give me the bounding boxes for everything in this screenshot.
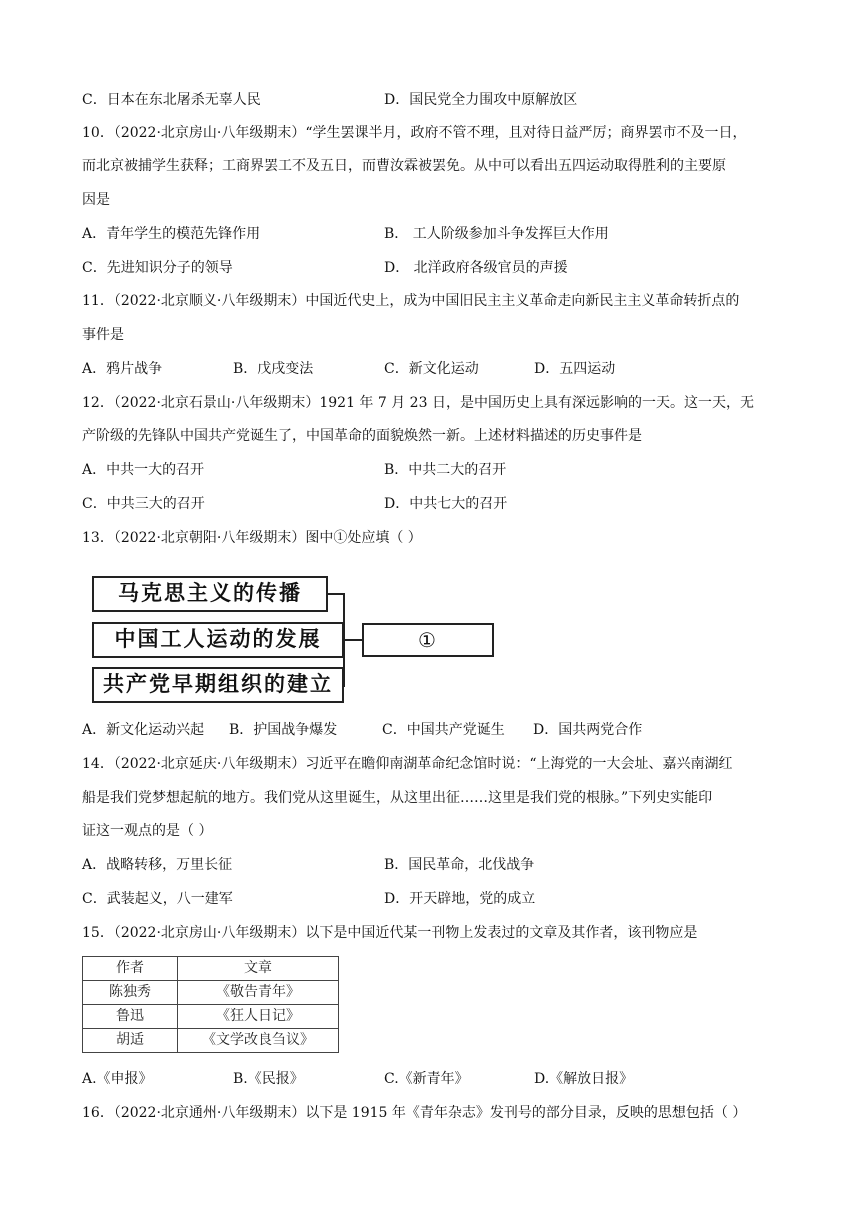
- table-row: [83, 1029, 339, 1053]
- q14-option-c[interactable]: C．武装起义，八一建军: [82, 891, 233, 907]
- q12-option-d[interactable]: D．中共七大的召开: [384, 496, 508, 512]
- table-row: [83, 1005, 339, 1029]
- q12-option-c[interactable]: C．中共三大的召开: [82, 496, 205, 512]
- q14-stem-line3: 证这一观点的是（ ）: [82, 823, 213, 839]
- q13-option-b[interactable]: B．护国战争爆发: [229, 722, 338, 738]
- q10-stem-line1: 10．（2022·北京房山·八年级期末）“学生罢课半月，政府不管不理，且对待日益严厉；商界罢市不及一日，: [82, 125, 747, 141]
- table-row: [83, 981, 339, 1005]
- q10-option-c[interactable]: C．先进知识分子的领导: [82, 260, 233, 276]
- q10-stem-line3: 因是: [82, 192, 110, 208]
- q11-option-b[interactable]: B．戊戌变法: [233, 361, 314, 377]
- q11-option-d[interactable]: D．五四运动: [534, 361, 616, 377]
- table-header-row: [83, 957, 339, 981]
- q14-stem-line2: 船是我们党梦想起航的地方。我们党从这里诞生，从这里出征……这里是我们党的根脉。”下列史实能印: [82, 790, 713, 806]
- table-cell-article: 《文学改良刍议》: [178, 1029, 339, 1053]
- q10-stem-line2: 而北京被捕学生获释；工商界罢工不及五日，而曹汝霖被罢免。从中可以看出五四运动取得胜利的主要原: [82, 158, 726, 174]
- q15-option-b[interactable]: B.《民报》: [233, 1071, 304, 1087]
- q14-option-a[interactable]: A．战略转移，万里长征: [82, 857, 233, 873]
- q12-option-b[interactable]: B．中共二大的召开: [384, 462, 507, 478]
- q10-option-d[interactable]: D． 北洋政府各级官员的声援: [384, 260, 568, 276]
- diagram-connector-middle: [344, 639, 362, 641]
- diagram-box-answer: ①: [362, 623, 494, 657]
- table-header-article: 文章: [178, 957, 339, 981]
- q15-stem-line1: 15．（2022·北京房山·八年级期末）以下是中国近代某一刊物上发表过的文章及其作者，该刊物应是: [82, 925, 698, 941]
- q10-option-a[interactable]: A．青年学生的模范先锋作用: [82, 226, 261, 242]
- diagram-connector-top: [328, 593, 344, 595]
- diagram-box-marxism: 马克思主义的传播: [92, 576, 328, 612]
- q12-stem-line1: 12．（2022·北京石景山·八年级期末）1921 年 7 月 23 日，是中国历史上具有深远影响的一天。这一天，无: [82, 395, 754, 411]
- q14-option-d[interactable]: D．开天辟地，党的成立: [384, 891, 536, 907]
- q13-option-c[interactable]: C．中国共产党诞生: [382, 722, 505, 738]
- q14-stem-line1: 14．（2022·北京延庆·八年级期末）习近平在瞻仰南湖革命纪念馆时说：“上海党的一大会址、嘉兴南湖红: [82, 756, 733, 772]
- q11-option-c[interactable]: C．新文化运动: [384, 361, 479, 377]
- q11-stem-line2: 事件是: [82, 327, 124, 343]
- q11-option-a[interactable]: A．鸦片战争: [82, 361, 163, 377]
- q15-option-c[interactable]: C.《新青年》: [384, 1071, 469, 1087]
- table-cell-author: 胡适: [83, 1029, 178, 1053]
- q15-articles-table: [82, 956, 339, 1053]
- q12-stem-line2: 产阶级的先锋队中国共产党诞生了，中国革命的面貌焕然一新。上述材料描述的历史事件是: [82, 428, 642, 444]
- q10-option-b[interactable]: B． 工人阶级参加斗争发挥巨大作用: [384, 226, 609, 242]
- q13-stem-line1: 13．（2022·北京朝阳·八年级期末）图中①处应填（ ）: [82, 530, 422, 546]
- q15-option-d[interactable]: D.《解放日报》: [534, 1071, 634, 1087]
- q13-option-d[interactable]: D．国共两党合作: [533, 722, 643, 738]
- q14-option-b[interactable]: B．国民革命，北伐战争: [384, 857, 535, 873]
- diagram-box-early-party: 共产党早期组织的建立: [92, 667, 344, 703]
- q9-option-d[interactable]: D．国民党全力围攻中原解放区: [384, 92, 578, 108]
- q11-stem-line1: 11．（2022·北京顺义·八年级期末）中国近代史上，成为中国旧民主主义革命走向新民主主义革命转折点的: [82, 293, 740, 309]
- table-cell-author: 陈独秀: [83, 981, 178, 1005]
- q16-stem-line1: 16．（2022·北京通州·八年级期末）以下是 1915 年《青年杂志》发刊号的部分目录，反映的思想包括（ ）: [82, 1105, 747, 1121]
- q9-option-c[interactable]: C．日本在东北屠杀无辜人民: [82, 92, 261, 108]
- q12-option-a[interactable]: A．中共一大的召开: [82, 462, 205, 478]
- table-cell-article: 《敬告青年》: [178, 981, 339, 1005]
- table-header-author: 作者: [83, 957, 178, 981]
- table-cell-article: 《狂人日记》: [178, 1005, 339, 1029]
- table-cell-author: 鲁迅: [83, 1005, 178, 1029]
- q15-option-a[interactable]: A.《申报》: [82, 1071, 153, 1087]
- diagram-box-workers-movement: 中国工人运动的发展: [92, 622, 344, 658]
- q13-option-a[interactable]: A．新文化运动兴起: [82, 722, 205, 738]
